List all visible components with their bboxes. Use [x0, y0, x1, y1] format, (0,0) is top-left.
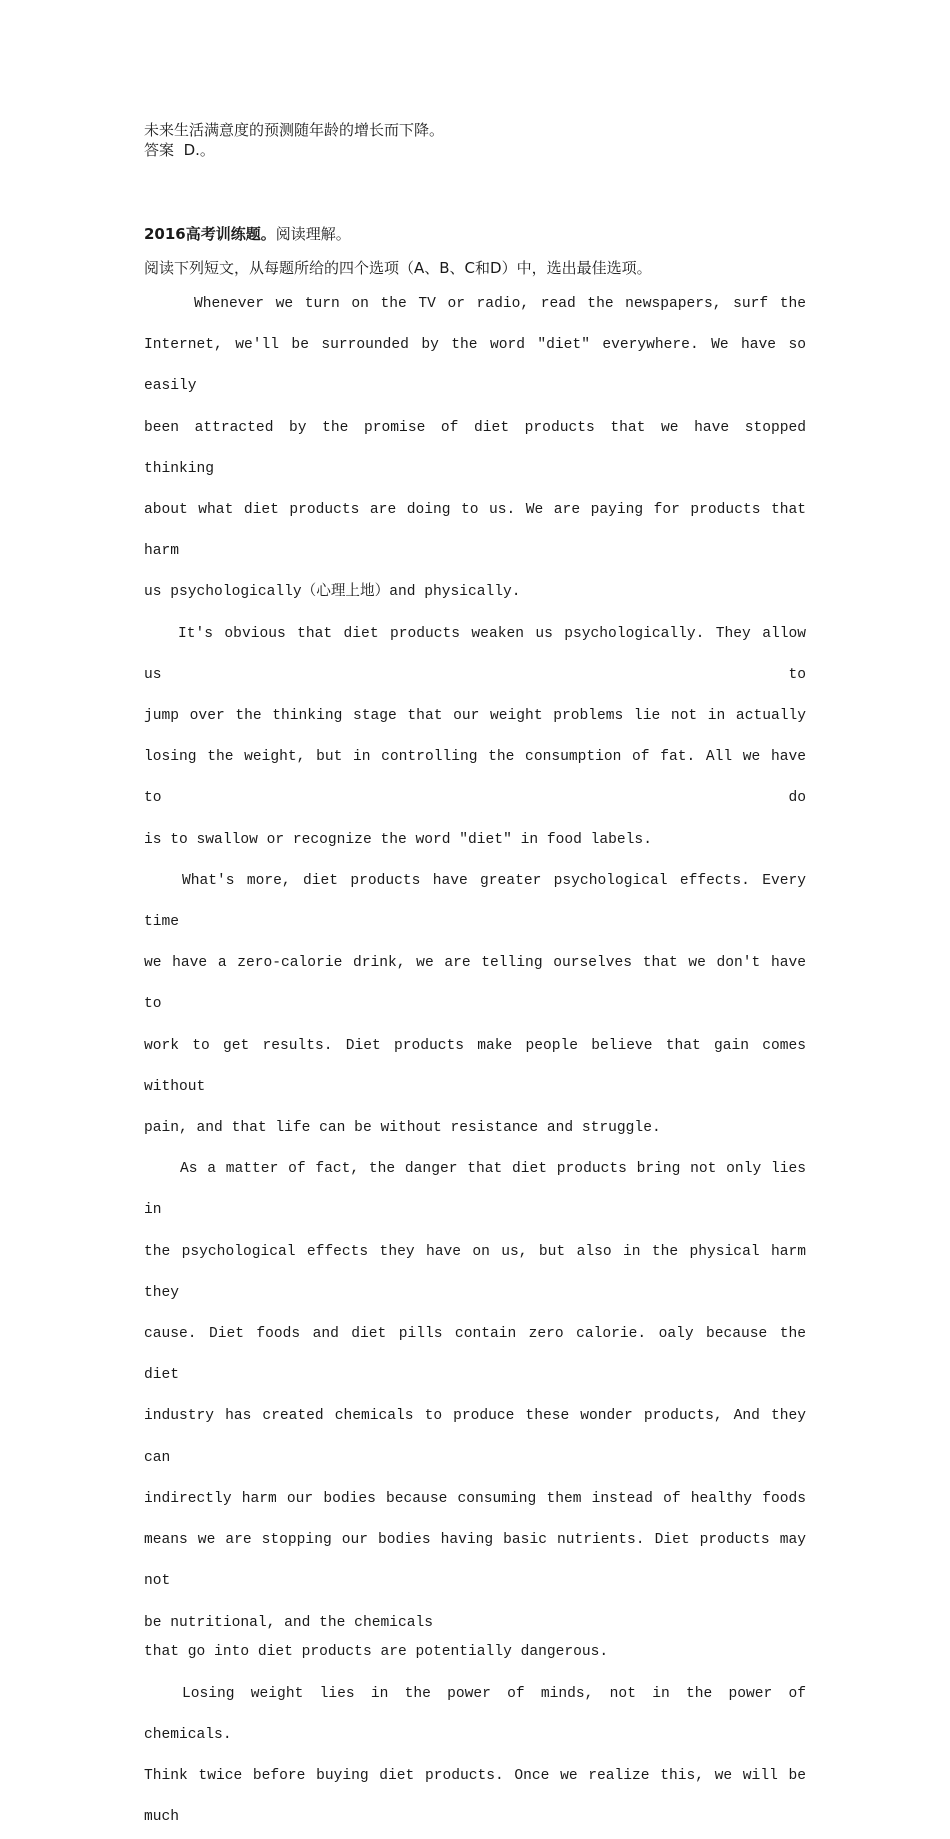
paragraph-4-line-8: that go into diet products are potentially dangerous.	[144, 1643, 609, 1660]
paragraph-5-line-2: Think twice before buying diet products. Once we realize this, we will be much	[144, 1768, 806, 1826]
paragraph-2-line-1: It's obvious that diet products weaken us psychologically. They allow us to	[144, 625, 806, 683]
instruction-spacer	[144, 244, 806, 258]
section-spacer	[144, 160, 806, 224]
paragraph-1-line-1: Whenever we turn on the TV or radio, read the newspapers, surf the	[194, 296, 806, 312]
paragraph-1	[144, 284, 806, 614]
paragraph-2-line-3: losing the weight, but in controlling the consumption of fat. All we have to do	[144, 749, 806, 807]
paragraph-4-line-1: As a matter of fact, the danger that diet products bring not only lies in	[144, 1161, 806, 1219]
answer-label: 答案	[144, 141, 175, 159]
answer-value: D.。	[183, 141, 215, 159]
reading-instruction: 阅读下列短文，从每题所给的四个选项（A、B、C和D）中，选出最佳选项。	[144, 259, 652, 277]
document-content	[144, 120, 806, 1839]
paragraph-4	[144, 1149, 806, 1663]
section-title-bold: 2016高考训练题。	[144, 225, 276, 243]
paragraph-2-line-2: jump over the thinking stage that our weight problems lie not in actually	[144, 708, 806, 725]
paragraph-3-line-4: pain, and that life can be without resistance and struggle.	[144, 1120, 661, 1137]
paragraph-5-line-1: Losing weight lies in the power of minds, not in the power of chemicals.	[144, 1685, 806, 1743]
paragraph-4-line-4: industry has created chemicals to produce these wonder products, And they can	[144, 1408, 806, 1466]
section-title	[144, 224, 806, 244]
section-title-rest: 阅读理解。	[275, 225, 351, 243]
paragraph-4-line-6: means we are stopping our bodies having basic nutrients. Diet products may not	[144, 1532, 806, 1590]
paragraph-1-line-4: about what diet products are doing to us. We are paying for products that harm	[144, 502, 806, 560]
paragraph-1-line-3: been attracted by the promise of diet products that we have stopped thinking	[144, 419, 806, 477]
paragraph-1-line-5: us psychologically（心理上地）and physically.	[144, 584, 521, 601]
previous-explanation-line: 未来生活满意度的预测随年龄的增长而下降。	[144, 121, 445, 139]
paragraph-3	[144, 861, 806, 1149]
paragraph-5-spacer	[144, 1664, 806, 1674]
paragraph-4-line-2: the psychological effects they have on us, but also in the physical harm they	[144, 1243, 806, 1301]
paragraph-1-line-2: Internet, we'll be surrounded by the word "diet" everywhere. We have so easily	[144, 337, 806, 395]
paragraph-2	[144, 614, 806, 861]
paragraph-3-line-2: we have a zero-calorie drink, we are telling ourselves that we don't have to	[144, 955, 806, 1013]
answer-line	[144, 140, 806, 160]
paragraph-4-line-3: cause. Diet foods and diet pills contain zero calorie. oaly because the diet	[144, 1326, 806, 1384]
paragraph-3-line-3: work to get results. Diet products make people believe that gain comes without	[144, 1037, 806, 1095]
paragraph-4-line-7: be nutritional, and the chemicals	[144, 1614, 434, 1631]
paragraph-3-line-1: What's more, diet products have greater psychological effects. Every time	[144, 872, 806, 931]
paragraph-4-line-5: indirectly harm our bodies because consuming them instead of healthy foods	[144, 1490, 806, 1507]
paragraph-2-line-4: is to swallow or recognize the word "diet" in food labels.	[144, 831, 652, 848]
paragraph-5	[144, 1674, 806, 1839]
